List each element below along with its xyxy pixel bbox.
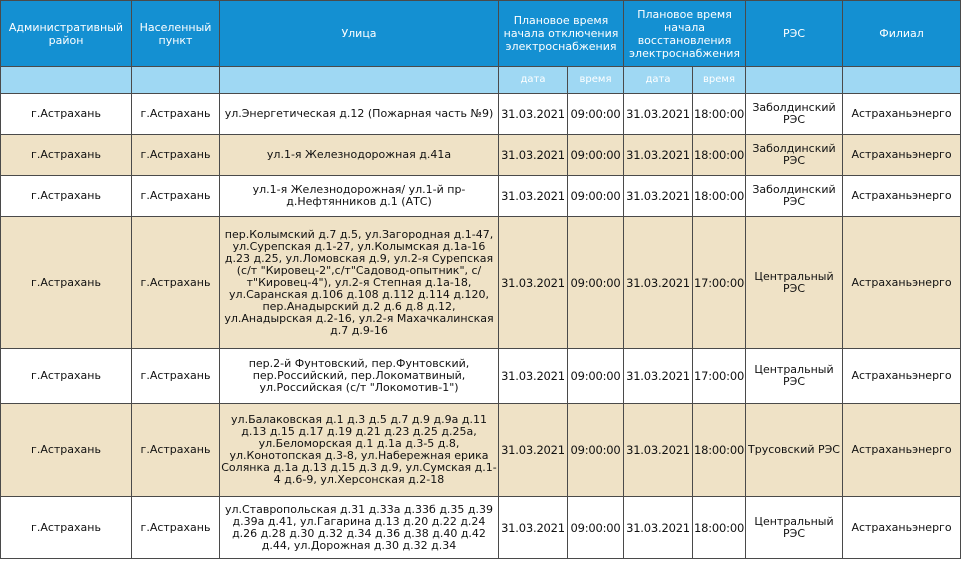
cell-street: ул.Ставропольская д.31 д.33а д.33б д.35 д.39 д.39а д.41, ул.Гагарина д.13 д.20 д.22 д.24 д.26 д.28 д.30 д.32 д.34 д.36 д.38 д.40 д.42 д.44, ул.Дорожная д.30 д.32 д.34 — [220, 497, 499, 559]
cell-district: г.Астрахань — [1, 94, 132, 135]
cell-district: г.Астрахань — [1, 217, 132, 349]
header-on-time: Плановое время начала восстановления электроснабжения — [624, 1, 746, 67]
cell-on-time: 18:00:00 — [693, 94, 746, 135]
cell-branch: Астраханьэнерго — [843, 497, 961, 559]
cell-on-date: 31.03.2021 — [624, 404, 693, 497]
cell-on-time: 18:00:00 — [693, 135, 746, 176]
cell-res: Центральный РЭС — [746, 217, 843, 349]
cell-on-date: 31.03.2021 — [624, 497, 693, 559]
subheader-empty — [746, 67, 843, 94]
cell-branch: Астраханьэнерго — [843, 94, 961, 135]
subheader-empty — [843, 67, 961, 94]
cell-res: Центральный РЭС — [746, 349, 843, 404]
subheader-empty — [1, 67, 132, 94]
cell-district: г.Астрахань — [1, 349, 132, 404]
cell-branch: Астраханьэнерго — [843, 135, 961, 176]
header-settlement: Населенный пункт — [132, 1, 220, 67]
cell-on-date: 31.03.2021 — [624, 94, 693, 135]
cell-street: пер.2-й Фунтовский, пер.Фунтовский, пер.Российский, пер.Локоматвиный, ул.Российская (с/т "Локомотив-1") — [220, 349, 499, 404]
cell-off-time: 09:00:00 — [568, 176, 624, 217]
cell-res: Заболдинский РЭС — [746, 135, 843, 176]
table-row — [1, 404, 961, 497]
header-off-time: Плановое время начала отключения электроснабжения — [499, 1, 624, 67]
cell-on-time: 17:00:00 — [693, 349, 746, 404]
cell-on-time: 17:00:00 — [693, 217, 746, 349]
table-row — [1, 217, 961, 349]
cell-on-date: 31.03.2021 — [624, 349, 693, 404]
cell-branch: Астраханьэнерго — [843, 217, 961, 349]
cell-off-time: 09:00:00 — [568, 404, 624, 497]
cell-off-time: 09:00:00 — [568, 497, 624, 559]
cell-settlement: г.Астрахань — [132, 497, 220, 559]
cell-settlement: г.Астрахань — [132, 176, 220, 217]
cell-street: ул.1-я Железнодорожная д.41а — [220, 135, 499, 176]
cell-off-date: 31.03.2021 — [499, 217, 568, 349]
subheader-empty — [220, 67, 499, 94]
cell-street: ул.1-я Железнодорожная/ ул.1-й пр-д.Нефтянников д.1 (АТС) — [220, 176, 499, 217]
cell-settlement: г.Астрахань — [132, 94, 220, 135]
subheader-row — [1, 67, 961, 94]
cell-branch: Астраханьэнерго — [843, 404, 961, 497]
cell-settlement: г.Астрахань — [132, 404, 220, 497]
cell-off-date: 31.03.2021 — [499, 349, 568, 404]
subheader-on-time: время — [693, 67, 746, 94]
table-row — [1, 135, 961, 176]
cell-on-time: 18:00:00 — [693, 404, 746, 497]
header-res: РЭС — [746, 1, 843, 67]
cell-off-date: 31.03.2021 — [499, 404, 568, 497]
header-district: Административный район — [1, 1, 132, 67]
header-branch: Филиал — [843, 1, 961, 67]
cell-res: Центральный РЭС — [746, 497, 843, 559]
cell-on-date: 31.03.2021 — [624, 176, 693, 217]
cell-off-date: 31.03.2021 — [499, 176, 568, 217]
cell-on-date: 31.03.2021 — [624, 217, 693, 349]
cell-res: Трусовский РЭС — [746, 404, 843, 497]
cell-settlement: г.Астрахань — [132, 217, 220, 349]
cell-on-time: 18:00:00 — [693, 497, 746, 559]
cell-branch: Астраханьэнерго — [843, 349, 961, 404]
cell-off-date: 31.03.2021 — [499, 135, 568, 176]
table-row — [1, 497, 961, 559]
cell-res: Заболдинский РЭС — [746, 176, 843, 217]
cell-settlement: г.Астрахань — [132, 349, 220, 404]
subheader-off-date: дата — [499, 67, 568, 94]
header-street: Улица — [220, 1, 499, 67]
cell-off-time: 09:00:00 — [568, 349, 624, 404]
table-row — [1, 94, 961, 135]
cell-off-date: 31.03.2021 — [499, 497, 568, 559]
cell-street: пер.Колымский д.7 д.5, ул.Загородная д.1-47, ул.Сурепская д.1-27, ул.Колымская д.1а-16 д.23 д.25, ул.Ломовская д.9, ул.2-я Сурепская (с/т "Кировец-2",с/т"Садовод-опытник", с/т"Кировец-4"), ул.2-я Степная д.1а-18, ул.Саранская д.106 д.108 д.112 д.114 д.120, пер.Анадырский д.2 д.6 д.8 д.12, ул.Анадырская д.2-16, ул.2-я Махачкалинская д.7 д.9-16 — [220, 217, 499, 349]
table-row — [1, 176, 961, 217]
cell-district: г.Астрахань — [1, 176, 132, 217]
cell-off-time: 09:00:00 — [568, 94, 624, 135]
table-row — [1, 349, 961, 404]
cell-street: ул.Энергетическая д.12 (Пожарная часть №9) — [220, 94, 499, 135]
header-row — [1, 1, 961, 67]
cell-district: г.Астрахань — [1, 135, 132, 176]
subheader-on-date: дата — [624, 67, 693, 94]
cell-off-date: 31.03.2021 — [499, 94, 568, 135]
subheader-off-time: время — [568, 67, 624, 94]
cell-district: г.Астрахань — [1, 497, 132, 559]
subheader-empty — [132, 67, 220, 94]
cell-res: Заболдинский РЭС — [746, 94, 843, 135]
cell-off-time: 09:00:00 — [568, 217, 624, 349]
cell-settlement: г.Астрахань — [132, 135, 220, 176]
cell-off-time: 09:00:00 — [568, 135, 624, 176]
cell-district: г.Астрахань — [1, 404, 132, 497]
cell-on-time: 18:00:00 — [693, 176, 746, 217]
cell-street: ул.Балаковская д.1 д.3 д.5 д.7 д.9 д.9а д.11 д.13 д.15 д.17 д.19 д.21 д.23 д.25 д.25а, ул.Беломорская д.1 д.1а д.3-5 д.8, ул.Конотопская д.3-8, ул.Набережная ерика Солянка д.1а д.13 д.15 д.3 д.9, ул.Сумская д.1-4 д.6-9, ул.Херсонская д.2-18 — [220, 404, 499, 497]
cell-branch: Астраханьэнерго — [843, 176, 961, 217]
cell-on-date: 31.03.2021 — [624, 135, 693, 176]
